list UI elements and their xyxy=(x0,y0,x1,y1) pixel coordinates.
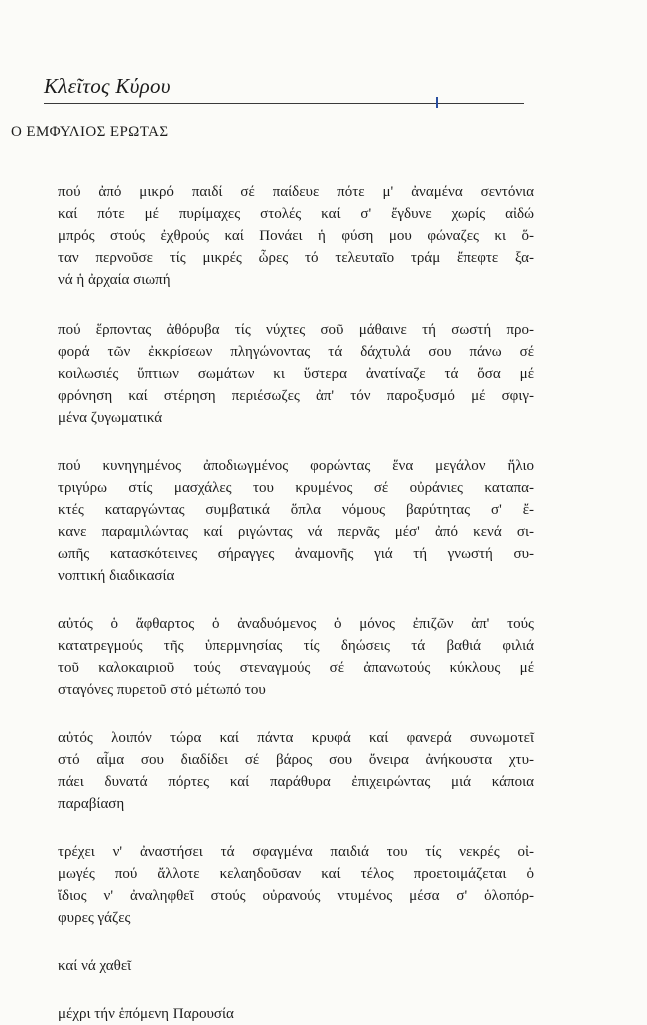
poem-line: νοπτική διαδικασία xyxy=(58,568,175,584)
poem-line: μένα ζυγωματικά xyxy=(58,410,163,426)
poem-line: τρέχει ν' ἀναστήσει τά σφαγμένα παιδιά του τίς νεκρές οἰ- xyxy=(58,844,534,860)
poem-line: μωγές πού ἄλλοτε κελαηδοῦσαν καί τέλος προετοιμάζεται ὁ xyxy=(58,866,534,882)
poem-line: παραβίαση xyxy=(58,796,125,812)
poem-line: φορά τῶν ἐκκρίσεων πληγώνοντας τά δάχτυλά σου πάνω σέ xyxy=(58,344,534,360)
stanza xyxy=(58,727,534,815)
stanza xyxy=(58,181,534,291)
stanza xyxy=(58,319,534,429)
poem-body xyxy=(58,155,534,1025)
poem-line: πού ἀπό μικρό παιδί σέ παίδευε πότε μ' ἀναμένα σεντόνια xyxy=(58,184,534,200)
poem-line: στό αἷμα σου διαδίδει σέ βάρος σου ὄνειρα ἀνήκουστα χτυ- xyxy=(58,752,534,768)
poem-line: τριγύρω στίς μασχάλες του κρυμένος σέ οὐράνιες καταπα- xyxy=(58,480,534,496)
poem-line: κανε παραμιλώντας καί ριγώντας νά περνᾶς μέσ' ἀπό κενά σι- xyxy=(58,524,534,540)
poem-line: τοῦ καλοκαιριοῦ τούς στεναγμούς σέ ἀπανωτούς κύκλους μέ xyxy=(58,660,534,676)
stanza xyxy=(58,455,534,587)
stanza xyxy=(58,841,534,929)
poem-line: αὐτός λοιπόν τώρα καί πάντα κρυφά καί φανερά συνωμοτεῖ xyxy=(58,730,534,746)
poem-line: καί νά χαθεῖ xyxy=(58,958,132,974)
author-name: Κλεῖτος Κύρου xyxy=(44,74,171,98)
poem-line: φυρες γάζες xyxy=(58,910,131,926)
poem-line: κοιλωσιές ὕπτιων σωμάτων κι ὕστερα ἀνατίναζε τά ὅσα μέ xyxy=(58,366,534,382)
poem-line: ωπῆς κατασκότεινες σήραγγες ἀναμονῆς γιά τή γνωστή συ- xyxy=(58,546,534,562)
poem-line: μπρός στούς ἐχθρούς καί Πονάει ἡ φύση μου φώναζες κι ὅ- xyxy=(58,228,534,244)
poem-line: νά ἡ ἀρχαία σιωπή xyxy=(58,272,171,288)
stanza xyxy=(58,613,534,701)
stanza xyxy=(58,1003,534,1025)
poem-line: κτές καταργώντας συμβατικά ὅπλα νόμους βαρύτητας σ' ἔ- xyxy=(58,502,534,518)
poem-line: καί πότε μέ πυρίμαχες στολές καί σ' ἔγδυνε χωρίς αἰδώ xyxy=(58,206,534,222)
ink-mark xyxy=(436,97,438,108)
poem-line: σταγόνες πυρετοῦ στό μέτωπό του xyxy=(58,682,266,698)
poem-line: φρόνηση καί στέρηση περιέσωζες ἀπ' τόν παροξυσμό μέ σφιγ- xyxy=(58,388,534,404)
poem-line: μέχρι τήν ἑπόμενη Παρουσία xyxy=(58,1006,234,1022)
poem-line: αὐτός ὁ ἄφθαρτος ὁ ἀναδυόμενος ὁ μόνος ἐπιζῶν ἀπ' τούς xyxy=(58,616,534,632)
poem-line: πού κυνηγημένος ἀποδιωγμένος φορώντας ἕνα μεγάλον ἥλιο xyxy=(58,458,534,474)
poem-line: κατατρεγμούς τῆς ὑπερμνησίας τίς δηώσεις τά βαθιά φιλιά xyxy=(58,638,534,654)
poem-line: πού ἕρποντας ἀθόρυβα τίς νύχτες σοῦ μάθαινε τή σωστή προ- xyxy=(58,322,534,338)
stanza xyxy=(58,955,534,977)
poem-line: πάει δυνατά πόρτες καί παράθυρα ἐπιχειρώντας μιά κάποια xyxy=(58,774,534,790)
poem-line: ἴδιος ν' ἀναληφθεῖ στούς οὐρανούς ντυμένος μέσα σ' ὁλοπόρ- xyxy=(58,888,534,904)
poem-title: Ο ΕΜΦΥΛΙΟΣ ΕΡΩΤΑΣ xyxy=(11,124,169,140)
poem-line: ταν περνοῦσε τίς μικρές ὧρες τό τελευταῖο τράμ ἔπεφτε ξα- xyxy=(58,250,534,266)
header-rule xyxy=(44,103,524,104)
